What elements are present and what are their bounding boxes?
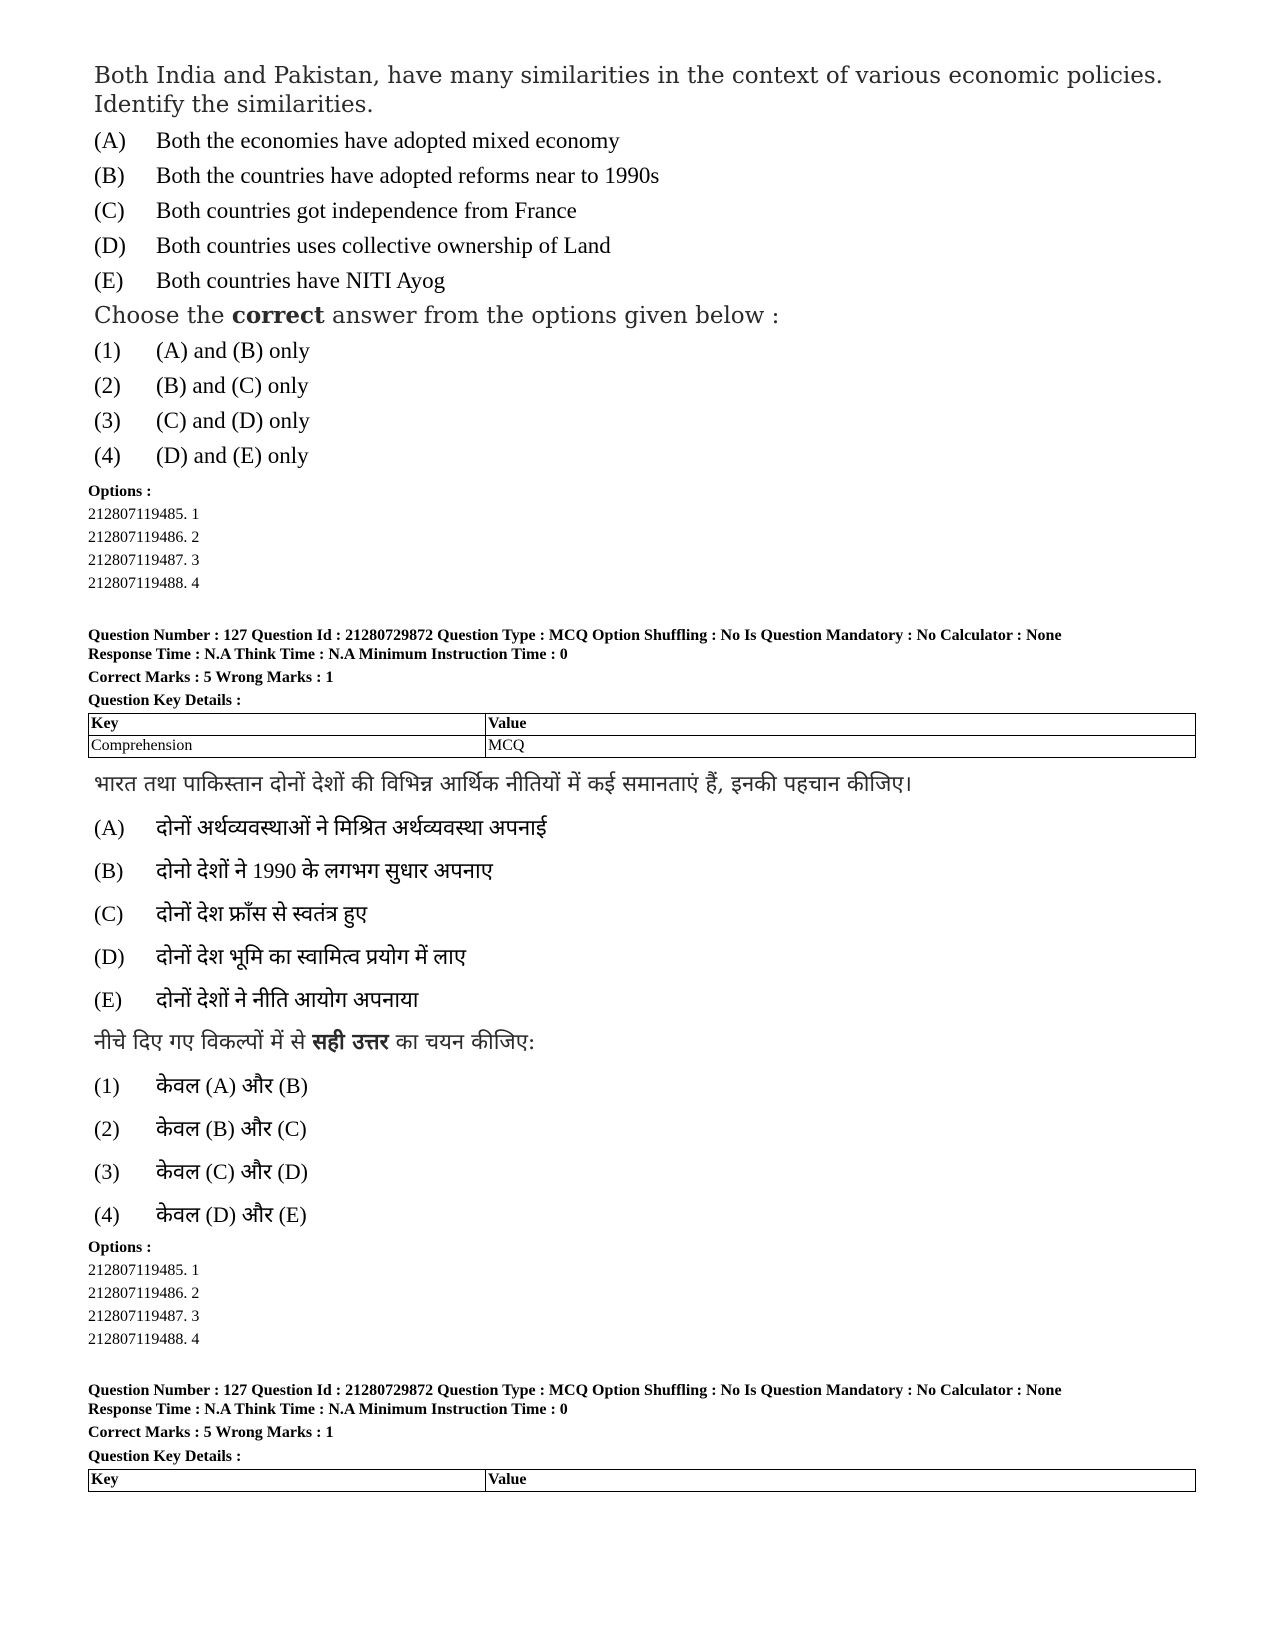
statement-c — [94, 899, 367, 929]
statement-text: दोनो देशों ने 1990 के लगभग सुधार अपनाए — [156, 858, 493, 883]
choice-text: (D) and (E) only — [156, 443, 309, 468]
choice-label: (2) — [94, 373, 121, 398]
statement-text: Both the countries have adopted reforms near to 1990s — [156, 163, 660, 188]
statement-text: दोनों देशों ने नीति आयोग अपनाया — [156, 987, 419, 1012]
statement-label: (E) — [94, 268, 124, 293]
table-header-cell: Key — [89, 1470, 486, 1492]
key-details-heading: Question Key Details : — [88, 1448, 242, 1465]
option-id: 212807119488. 4 — [88, 575, 200, 592]
table-cell: Comprehension — [89, 736, 486, 758]
choice-2 — [94, 371, 309, 400]
option-id: 212807119486. 2 — [88, 529, 200, 546]
options-heading: Options : — [88, 1239, 152, 1256]
question-meta-line: Response Time : N.A Think Time : N.A Minimum Instruction Time : 0 — [88, 1401, 568, 1418]
answer-instruction: Choose the correct answer from the options given below : — [94, 302, 780, 329]
choice-label: (2) — [94, 1116, 120, 1141]
table-header-cell: Key — [89, 714, 486, 736]
table-header-row — [89, 1470, 1196, 1492]
option-id: 212807119485. 1 — [88, 1262, 200, 1279]
choice-label: (3) — [94, 408, 121, 433]
statement-text: दोनों अर्थव्यवस्थाओं ने मिश्रित अर्थव्यवस्था अपनाई — [156, 815, 547, 840]
key-details-table — [88, 1469, 1196, 1492]
choice-1 — [94, 336, 310, 365]
statement-text: दोनों देश भूमि का स्वामित्व प्रयोग में लाए — [156, 944, 467, 969]
option-id: 212807119487. 3 — [88, 1308, 200, 1325]
option-id: 212807119485. 1 — [88, 506, 200, 523]
statement-d — [94, 942, 466, 972]
choice-1 — [94, 1071, 308, 1101]
statement-text: Both countries uses collective ownership of Land — [156, 233, 611, 258]
statement-a — [94, 126, 620, 155]
option-id: 212807119487. 3 — [88, 552, 200, 569]
question-text-hindi: भारत तथा पाकिस्तान दोनों देशों की विभिन्न आर्थिक नीतियों में कई समानताएं हैं, इनकी पहचान कीजिए। — [94, 772, 912, 797]
statement-e — [94, 985, 418, 1015]
choice-label: (3) — [94, 1159, 120, 1184]
statement-label: (B) — [94, 858, 124, 883]
choice-label: (1) — [94, 1073, 120, 1098]
choice-2 — [94, 1114, 307, 1144]
question-meta-line: Question Number : 127 Question Id : 21280729872 Question Type : MCQ Option Shuffling : No Is Question Mandatory : No Calculator : None — [88, 627, 1062, 644]
statement-label: (D) — [94, 233, 126, 258]
statement-label: (A) — [94, 128, 126, 153]
table-header-row — [89, 714, 1196, 736]
key-details-heading: Question Key Details : — [88, 692, 242, 709]
question-text-english: Both India and Pakistan, have many similarities in the context of various economic policies. Identify the similarities. — [94, 63, 1163, 118]
statement-text: Both the economies have adopted mixed economy — [156, 128, 620, 153]
option-id: 212807119486. 2 — [88, 1285, 200, 1302]
choice-text: केवल (D) और (E) — [156, 1202, 307, 1227]
statement-label: (A) — [94, 815, 125, 840]
question-meta-line: Response Time : N.A Think Time : N.A Minimum Instruction Time : 0 — [88, 646, 568, 663]
choice-text: केवल (C) और (D) — [156, 1159, 308, 1184]
statement-text: Both countries got independence from France — [156, 198, 577, 223]
table-row — [89, 736, 1196, 758]
answer-instruction: नीचे दिए गए विकल्पों में से सही उत्तर का चयन कीजिए: — [94, 1029, 536, 1055]
choice-text: (B) and (C) only — [156, 373, 309, 398]
choice-text: केवल (B) और (C) — [156, 1116, 307, 1141]
statement-a — [94, 813, 547, 843]
choice-4 — [94, 441, 309, 470]
table-header-cell: Value — [486, 714, 1196, 736]
option-id: 212807119488. 4 — [88, 1331, 200, 1348]
table-header-cell: Value — [486, 1470, 1196, 1492]
choice-label: (4) — [94, 1202, 120, 1227]
statement-label: (B) — [94, 163, 125, 188]
table-cell: MCQ — [486, 736, 1196, 758]
statement-label: (E) — [94, 987, 123, 1012]
marks-line: Correct Marks : 5 Wrong Marks : 1 — [88, 669, 334, 686]
choice-3 — [94, 1157, 308, 1187]
statement-text: दोनों देश फ्राँस से स्वतंत्र हुए — [156, 901, 368, 926]
choice-label: (4) — [94, 443, 121, 468]
statement-c — [94, 196, 577, 225]
choice-text: (C) and (D) only — [156, 408, 310, 433]
choice-label: (1) — [94, 338, 121, 363]
options-heading: Options : — [88, 483, 152, 500]
statement-d — [94, 231, 611, 260]
key-details-table — [88, 713, 1196, 758]
statement-label: (C) — [94, 198, 125, 223]
choice-text: (A) and (B) only — [156, 338, 310, 363]
statement-e — [94, 266, 445, 295]
statement-b — [94, 161, 659, 190]
choice-3 — [94, 406, 310, 435]
choice-text: केवल (A) और (B) — [156, 1073, 308, 1098]
statement-label: (C) — [94, 901, 124, 926]
statement-text: Both countries have NITI Ayog — [156, 268, 446, 293]
statement-label: (D) — [94, 944, 125, 969]
statement-b — [94, 856, 493, 886]
marks-line: Correct Marks : 5 Wrong Marks : 1 — [88, 1424, 334, 1441]
choice-4 — [94, 1200, 307, 1230]
question-meta-line: Question Number : 127 Question Id : 21280729872 Question Type : MCQ Option Shuffling : No Is Question Mandatory : No Calculator : None — [88, 1382, 1062, 1399]
